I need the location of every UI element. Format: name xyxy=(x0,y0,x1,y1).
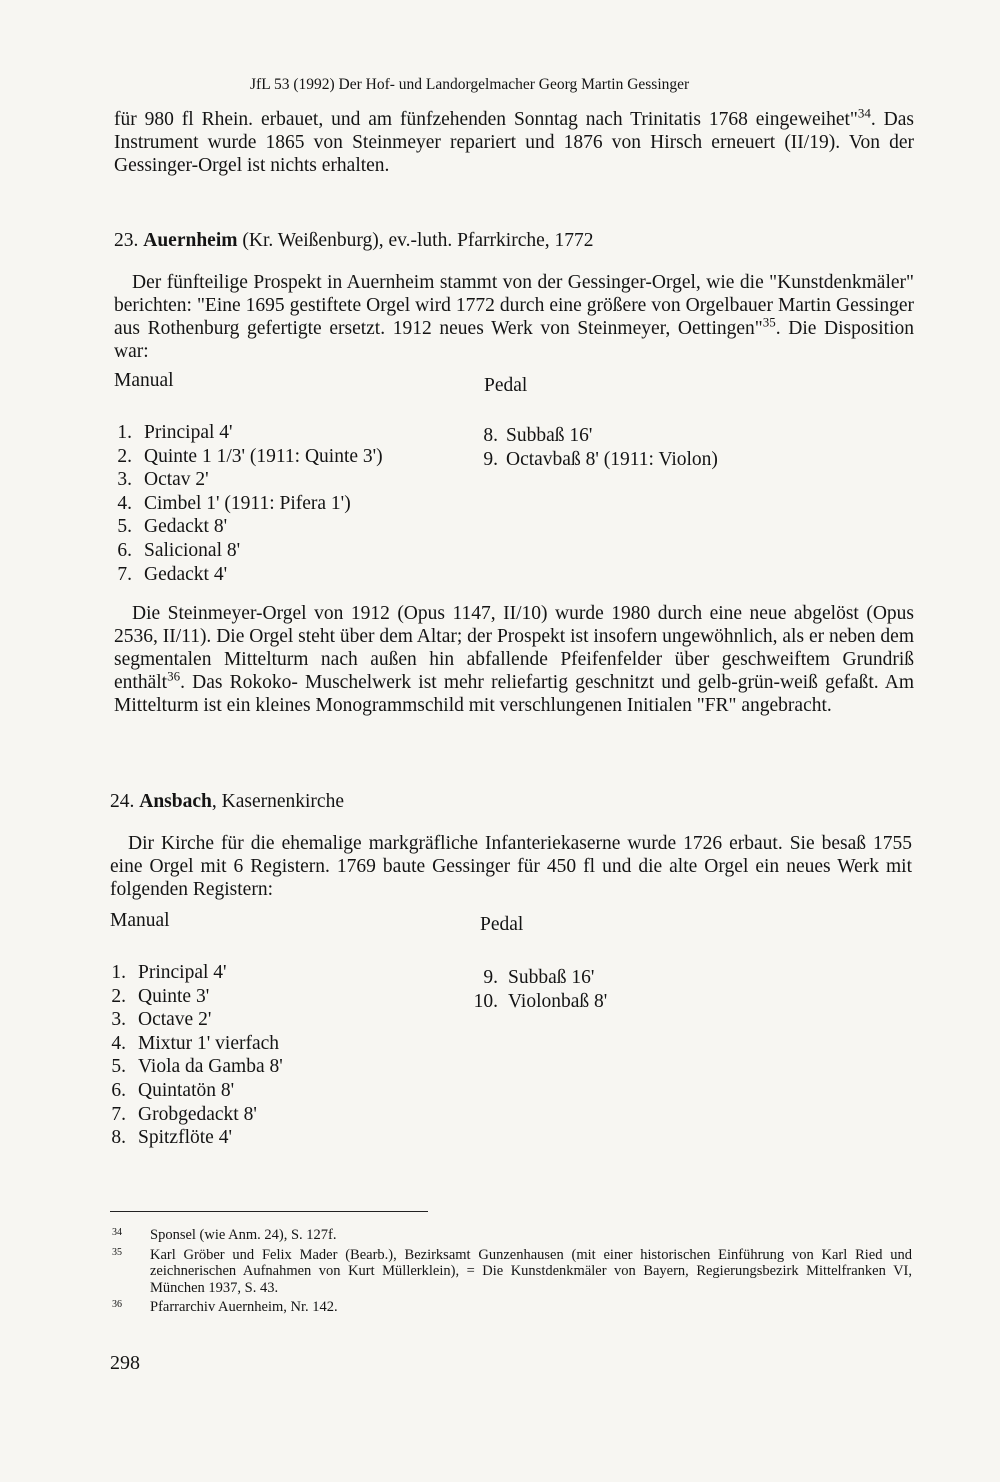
footnote-ref[interactable]: 36 xyxy=(167,668,181,684)
stop-item xyxy=(470,990,607,1014)
stop-name: Octav 2' xyxy=(144,469,209,491)
stop-number: 6. xyxy=(111,1079,126,1101)
stop-number: 8. xyxy=(111,1127,126,1149)
stop-number: 5. xyxy=(117,516,132,538)
stop-name: Principal 4' xyxy=(138,962,227,983)
stop-item xyxy=(482,448,718,472)
stop-number: 9. xyxy=(483,448,498,470)
manual-stop-list xyxy=(110,421,383,586)
stop-name: Subbaß 16' xyxy=(508,967,595,988)
paragraph-text: . Die Disposition war: xyxy=(114,318,914,362)
stop-name: Grobgedackt 8' xyxy=(138,1103,257,1125)
paragraph-text: . Das Instrument wurde 1865 von Steinmeyer repariert und 1876 von Hirsch erneuert (II/19). Von der Gessinger-Orgel ist nichts erhalten. xyxy=(114,109,914,176)
stop-name: Mixtur 1' vierfach xyxy=(138,1032,280,1054)
stop-number: 2. xyxy=(117,445,132,467)
pedal-label: Pedal xyxy=(480,914,524,935)
footnote-list xyxy=(112,1227,912,1319)
manual-label: Manual xyxy=(110,910,170,931)
stop-item xyxy=(110,492,383,516)
footnote-text: Pfarrarchiv Auernheim, Nr. 142. xyxy=(150,1299,338,1315)
footnote xyxy=(112,1247,912,1297)
stop-item xyxy=(104,1055,283,1079)
section-place: Auernheim xyxy=(143,230,238,251)
stop-item xyxy=(110,421,383,445)
stop-number: 6. xyxy=(117,539,132,561)
section-heading xyxy=(110,791,344,813)
stop-number: 4. xyxy=(111,1032,126,1054)
stop-name: Gedackt 4' xyxy=(144,563,228,585)
stop-number: 7. xyxy=(117,563,132,585)
stop-name: Subbaß 16' xyxy=(506,425,593,446)
pedal-label: Pedal xyxy=(484,375,528,396)
section-intro xyxy=(110,832,912,901)
stop-item xyxy=(104,985,283,1009)
stop-number: 8. xyxy=(483,425,498,446)
section-place: Ansbach xyxy=(139,791,212,812)
pedal-stop-list xyxy=(482,424,718,471)
manual-stop-list xyxy=(104,961,283,1150)
section-outro xyxy=(114,602,914,717)
footnote-text: Karl Gröber und Felix Mader (Bearb.), Bezirksamt Gunzenhausen (mit einer historischen Einführung von Karl Ried und zeichnerischen Aufnahmen von Kurt Müllerklein), = Die Kunstdenkmäler von Bayern, Regierungsbezirk Mittelfranken VI, München 1937, S. 43. xyxy=(150,1246,912,1296)
stop-item xyxy=(482,424,718,448)
stop-item xyxy=(104,1008,283,1032)
stop-item xyxy=(110,539,383,563)
stop-item xyxy=(104,1103,283,1127)
stop-name: Spitzflöte 4' xyxy=(138,1127,232,1149)
section-heading xyxy=(114,230,594,252)
stop-name: Gedackt 8' xyxy=(144,516,228,538)
section-number: 23. xyxy=(114,230,139,251)
stop-name: Octave 2' xyxy=(138,1009,212,1031)
stop-name: Cimbel 1' (1911: Pifera 1') xyxy=(144,492,351,514)
section-details: , Kasernenkirche xyxy=(211,791,344,812)
stop-number: 4. xyxy=(117,492,132,514)
stop-name: Violonbaß 8' xyxy=(508,990,608,1012)
stop-name: Viola da Gamba 8' xyxy=(138,1056,283,1078)
stop-item xyxy=(110,563,383,587)
stop-item xyxy=(104,961,283,985)
section-details: (Kr. Weißenburg), ev.-luth. Pfarrkirche, 1772 xyxy=(242,230,594,251)
paragraph-text: Die Steinmeyer-Orgel von 1912 (Opus 1147, II/10) wurde 1980 durch eine neue abgelöst (Opus 2536, II/11). Die Orgel steht über dem Altar; der Prospekt ist insofern ungewöhnlich, als er neben dem segmentalen Mittelturm nach außen hin abfallende Pfeifenfelder über geschweiftem Grundriß enthält xyxy=(114,603,914,693)
running-header: JfL 53 (1992) Der Hof- und Landorgelmacher Georg Martin Gessinger xyxy=(250,76,690,93)
stop-item xyxy=(110,445,383,469)
continuation-paragraph xyxy=(114,105,914,177)
pedal-stop-list xyxy=(470,966,607,1013)
stop-number: 3. xyxy=(111,1009,126,1031)
stop-name: Salicional 8' xyxy=(144,539,241,561)
footnote xyxy=(112,1227,912,1244)
stop-number: 1. xyxy=(117,422,132,443)
footnote-divider xyxy=(110,1211,428,1212)
stop-item xyxy=(470,966,607,990)
paragraph-text: . Das Rokoko- Muschelwerk ist mehr reliefartig geschnitzt und gelb-grün-weiß gefaßt. Am Mittelturm ist ein kleines Monogrammschild mit verschlungenen Initialen "FR" angebracht. xyxy=(114,672,914,716)
stop-number: 10. xyxy=(473,990,498,1012)
stop-number: 1. xyxy=(111,962,126,983)
footnote-text: Sponsel (wie Anm. 24), S. 127f. xyxy=(150,1227,337,1243)
paragraph-text: Der fünfteilige Prospekt in Auernheim stammt von der Gessinger-Orgel, wie die "Kunstdenkmäler" berichten: "Eine 1695 gestiftete Orgel wird 1772 durch eine größere von Orgelbauer Martin Gessinger aus Rothenburg gefertigte ersetzt. 1912 neues Werk von Steinmeyer, Oettingen" xyxy=(114,272,914,339)
section-intro xyxy=(114,271,914,363)
stop-name: Quintatön 8' xyxy=(138,1079,235,1101)
stop-name: Quinte 3' xyxy=(138,985,210,1007)
footnote-ref[interactable]: 34 xyxy=(857,105,871,121)
manual-label: Manual xyxy=(114,370,174,391)
section-number: 24. xyxy=(110,791,135,812)
stop-name: Octavbaß 8' (1911: Violon) xyxy=(506,448,718,470)
footnote-ref[interactable]: 35 xyxy=(762,314,776,330)
footnote-number: 36 xyxy=(112,1299,122,1310)
stop-item xyxy=(104,1126,283,1150)
stop-item xyxy=(110,468,383,492)
stop-number: 7. xyxy=(111,1103,126,1125)
page-number: 298 xyxy=(110,1352,140,1374)
stop-number: 2. xyxy=(111,985,126,1007)
stop-item xyxy=(104,1079,283,1103)
stop-name: Principal 4' xyxy=(144,422,233,443)
stop-number: 3. xyxy=(117,469,132,491)
footnote-number: 34 xyxy=(112,1227,122,1238)
stop-item xyxy=(104,1032,283,1056)
stop-number: 5. xyxy=(111,1056,126,1078)
footnote-number: 35 xyxy=(112,1246,122,1258)
stop-item xyxy=(110,515,383,539)
stop-name: Quinte 1 1/3' (1911: Quinte 3') xyxy=(144,445,383,467)
footnote xyxy=(112,1299,912,1316)
paragraph-text: für 980 fl Rhein. erbauet, und am fünfzehenden Sonntag nach Trinitatis 1768 eingeweihet" xyxy=(114,109,858,130)
paragraph-text: Dir Kirche für die ehemalige markgräfliche Infanteriekaserne wurde 1726 erbaut. Sie besaß 1755 eine Orgel mit 6 Registern. 1769 baute Gessinger für 450 fl und die alte Orgel ein neues Werk mit folgenden Registern: xyxy=(110,833,912,900)
stop-number: 9. xyxy=(483,967,498,988)
